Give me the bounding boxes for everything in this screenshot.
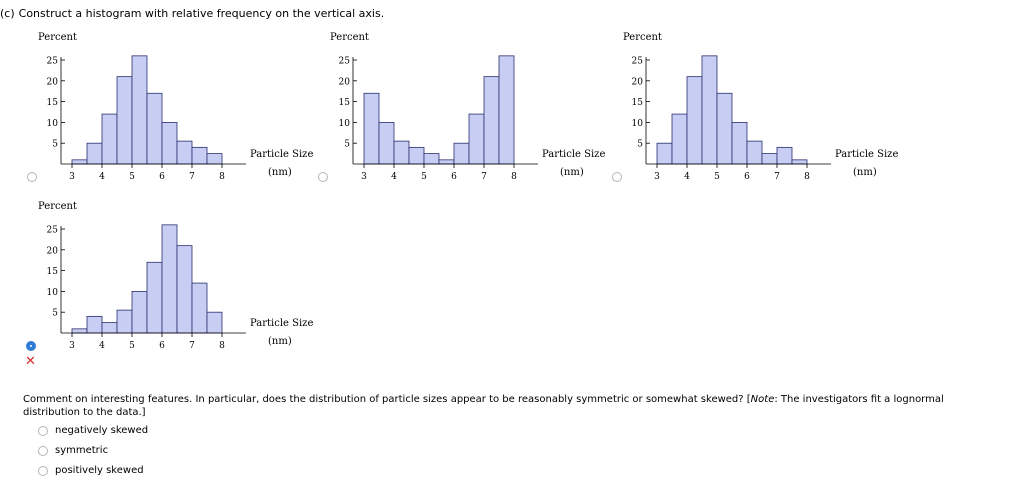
x-tick-label: 3 (69, 341, 75, 351)
y-tick-label: 20 (631, 77, 643, 88)
option-symmetric-radio[interactable] (38, 446, 48, 456)
x-tick-label: 5 (129, 172, 135, 182)
x-axis-label-line1: Particle Size (250, 318, 314, 329)
histogram-bar (379, 122, 394, 164)
histogram-bar (499, 56, 514, 164)
histogram-bar (192, 147, 207, 164)
x-tick-label: 7 (481, 172, 487, 182)
x-tick-label: 3 (69, 172, 75, 182)
histogram-bar (484, 77, 499, 164)
histogram-bar (177, 141, 192, 164)
x-tick-label: 8 (511, 172, 517, 182)
comment-note-label: Note (750, 394, 775, 405)
x-tick-label: 6 (159, 172, 165, 182)
histogram-bar (777, 147, 792, 164)
x-axis-label-line2: (nm) (853, 167, 877, 178)
histogram-bar (87, 316, 102, 333)
histogram-bar (657, 143, 672, 164)
comment-text-after: : The investigators fit a lognormal distribution to the data.] (23, 394, 944, 418)
comment-question (23, 393, 983, 419)
histogram-option-1 (30, 28, 320, 188)
y-tick-label: 25 (46, 56, 58, 67)
histogram-bar (454, 143, 469, 164)
option-positively-skewed-radio[interactable] (38, 466, 48, 476)
histogram-bar (117, 77, 132, 164)
y-tick-label: 10 (46, 118, 58, 129)
histogram-bar (72, 329, 87, 333)
x-tick-label: 8 (219, 341, 225, 351)
histogram-bar (132, 56, 147, 164)
y-tick-label: 10 (46, 287, 58, 298)
y-tick-label: 15 (46, 267, 58, 278)
x-tick-label: 5 (714, 172, 720, 182)
histogram-bar (162, 122, 177, 164)
option-positively-skewed-label[interactable]: positively skewed (55, 465, 144, 476)
part-label (0, 7, 384, 20)
x-axis-label-line1: Particle Size (250, 149, 314, 160)
x-tick-label: 4 (684, 172, 690, 182)
histogram-option-3 (615, 28, 905, 188)
histogram-bar (207, 312, 222, 333)
histogram-bar (117, 310, 132, 333)
histogram-bar (394, 141, 409, 164)
part-letter: (c) (0, 7, 15, 20)
y-tick-label: 5 (344, 139, 350, 150)
histogram-bar (364, 93, 379, 164)
x-tick-label: 7 (189, 172, 195, 182)
y-tick-label: 5 (52, 308, 58, 319)
histogram-bar (147, 93, 162, 164)
histogram-bar (672, 114, 687, 164)
y-tick-label: 25 (631, 56, 643, 67)
histogram-bar (102, 323, 117, 333)
histogram-bar (717, 93, 732, 164)
histogram-bar (424, 154, 439, 164)
histogram-bar (132, 291, 147, 333)
x-tick-label: 6 (159, 341, 165, 351)
option-negatively-skewed-radio[interactable] (38, 426, 48, 436)
y-axis-label: Percent (38, 32, 77, 43)
x-tick-label: 4 (391, 172, 397, 182)
comment-text-before: Comment on interesting features. In particular, does the distribution of particle sizes appear to be reasonably symmetric or somewhat skewed? [ (23, 394, 751, 405)
x-tick-label: 8 (219, 172, 225, 182)
part-prompt: Construct a histogram with relative frequency on the vertical axis. (18, 7, 385, 20)
histogram-bar (702, 56, 717, 164)
histogram-option-2 (322, 28, 612, 188)
x-tick-label: 6 (451, 172, 457, 182)
histogram-bar (207, 154, 222, 164)
y-tick-label: 5 (52, 139, 58, 150)
x-tick-label: 7 (189, 341, 195, 351)
histogram-bar (439, 160, 454, 164)
histogram-bar (177, 246, 192, 333)
y-tick-label: 10 (338, 118, 350, 129)
y-axis-label: Percent (330, 32, 369, 43)
histogram-bar (732, 122, 747, 164)
x-tick-label: 4 (99, 341, 105, 351)
histogram-bar (72, 160, 87, 164)
x-axis-label-line2: (nm) (560, 167, 584, 178)
x-axis-label-line1: Particle Size (542, 149, 606, 160)
y-tick-label: 25 (46, 225, 58, 236)
x-tick-label: 8 (804, 172, 810, 182)
histogram-option-4 (30, 197, 320, 357)
y-tick-label: 15 (631, 98, 643, 109)
y-tick-label: 10 (631, 118, 643, 129)
y-tick-label: 20 (46, 77, 58, 88)
y-tick-label: 20 (338, 77, 350, 88)
histogram-bar (87, 143, 102, 164)
x-tick-label: 7 (774, 172, 780, 182)
x-tick-label: 3 (654, 172, 660, 182)
x-axis-label-line1: Particle Size (835, 149, 899, 160)
histogram-bar (792, 160, 807, 164)
option-negatively-skewed-label[interactable]: negatively skewed (55, 425, 149, 436)
histogram-bar (147, 262, 162, 333)
y-tick-label: 25 (338, 56, 350, 67)
x-tick-label: 6 (744, 172, 750, 182)
x-tick-label: 4 (99, 172, 105, 182)
histogram-bar (469, 114, 484, 164)
y-tick-label: 5 (637, 139, 643, 150)
histogram-bar (192, 283, 207, 333)
y-tick-label: 15 (46, 98, 58, 109)
histogram-bar (409, 147, 424, 164)
x-axis-label-line2: (nm) (268, 336, 292, 347)
y-axis-label: Percent (38, 201, 77, 212)
histogram-bar (762, 154, 777, 164)
histogram-bar (687, 77, 702, 164)
option-symmetric-label[interactable]: symmetric (55, 445, 109, 456)
y-tick-label: 15 (338, 98, 350, 109)
x-tick-label: 3 (361, 172, 367, 182)
histogram-bar (162, 225, 177, 333)
x-axis-label-line2: (nm) (268, 167, 292, 178)
x-tick-label: 5 (421, 172, 427, 182)
x-tick-label: 5 (129, 341, 135, 351)
incorrect-icon: ✕ (25, 354, 36, 369)
histogram-bar (102, 114, 117, 164)
y-tick-label: 20 (46, 246, 58, 257)
histogram-bar (747, 141, 762, 164)
y-axis-label: Percent (623, 32, 662, 43)
